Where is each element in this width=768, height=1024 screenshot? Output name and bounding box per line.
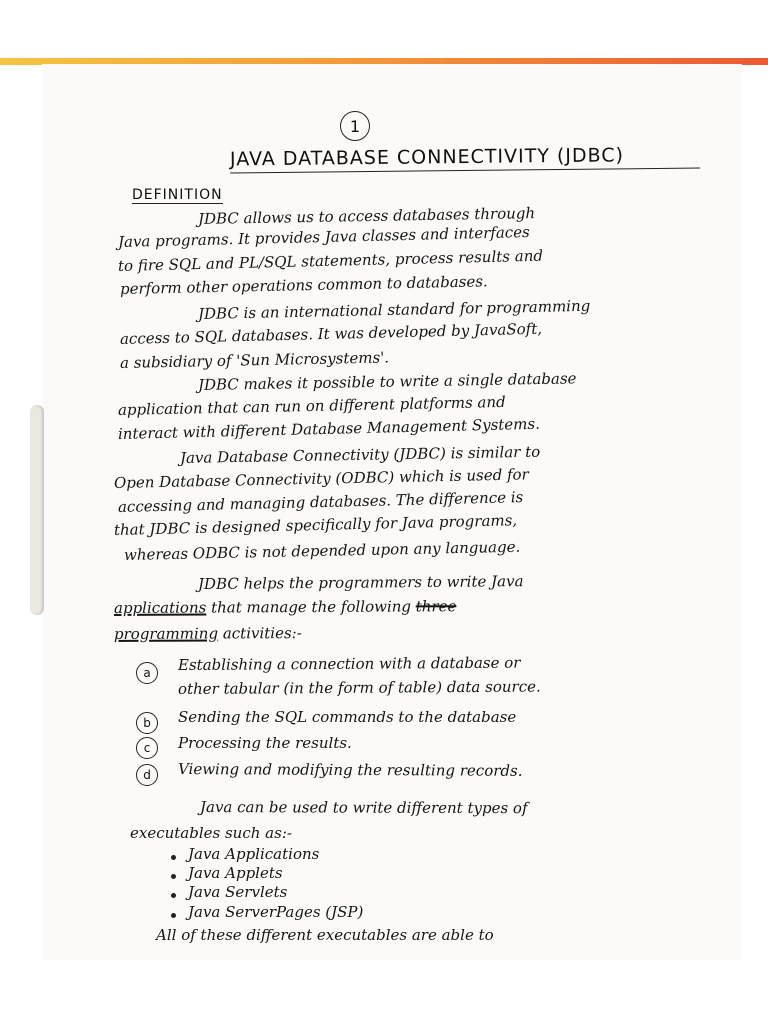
activity-item: other tabular (in the form of table) data source. (177, 677, 541, 698)
text-line: JDBC allows us to access databases through (197, 204, 536, 228)
section-heading-definition: DEFINITION (132, 187, 223, 203)
struck-word: three (415, 597, 457, 616)
text-line: JDBC is an international standard for programming (197, 296, 591, 323)
text-line: a subsidiary of 'Sun Microsystems'. (119, 348, 390, 372)
executable-item: Java Servlets (188, 883, 288, 901)
list-marker-d: d (136, 764, 158, 786)
executable-item: Java Applets (188, 864, 283, 882)
activity-item: Viewing and modifying the resulting records. (177, 760, 523, 780)
text-line-with-underline (114, 624, 302, 643)
text-line: interact with different Database Management Systems. (117, 414, 541, 443)
text-line: to fire SQL and PL/SQL statements, process results and (117, 246, 544, 275)
activity-item: Sending the SQL commands to the database (178, 708, 517, 726)
page-number: 1 (340, 111, 370, 141)
bullet-dot (171, 855, 176, 860)
text-line: Java Database Connectivity (JDBC) is similar to (179, 442, 541, 467)
text-line: executables such as:- (130, 824, 292, 842)
list-marker-b: b (136, 712, 158, 734)
text-segment: activities:- (222, 624, 302, 643)
text-line: whereas ODBC is not depended upon any language. (123, 537, 521, 564)
executable-item: Java ServerPages (JSP) (188, 903, 364, 921)
bullet-dot (171, 893, 176, 898)
bullet-dot (171, 913, 176, 918)
bullet-dot (171, 874, 176, 879)
page-title: JAVA DATABASE CONNECTIVITY (JDBC) (230, 144, 700, 174)
text-line: that JDBC is designed specifically for Java programs, (113, 511, 518, 539)
text-line: Java can be used to write different types of (199, 798, 528, 818)
text-segment: that manage the following (211, 597, 412, 617)
binding-tab (30, 405, 44, 615)
text-line: JDBC helps the programmers to write Java (197, 572, 524, 593)
text-line-with-underline (114, 597, 456, 617)
text-line: All of these different executables are able to (156, 926, 494, 944)
text-line: perform other operations common to databases. (119, 272, 488, 298)
text-line: accessing and managing databases. The difference is (117, 488, 524, 516)
underlined-word: programming (113, 624, 219, 643)
text-line: application that can run on different platforms and (117, 392, 506, 419)
activity-item: Establishing a connection with a database or (177, 653, 521, 674)
text-line: Java programs. It provides Java classes and interfaces (117, 222, 530, 251)
underlined-word: applications (113, 598, 207, 617)
activity-item: Processing the results. (178, 734, 352, 752)
text-line: access to SQL databases. It was developed by JavaSoft, (119, 319, 543, 348)
text-line: JDBC makes it possible to write a single database (197, 369, 577, 394)
list-marker-a: a (136, 662, 158, 684)
list-marker-c: c (136, 737, 158, 759)
executable-item: Java Applications (188, 845, 320, 863)
text-line: Open Database Connectivity (ODBC) which is used for (113, 465, 529, 492)
